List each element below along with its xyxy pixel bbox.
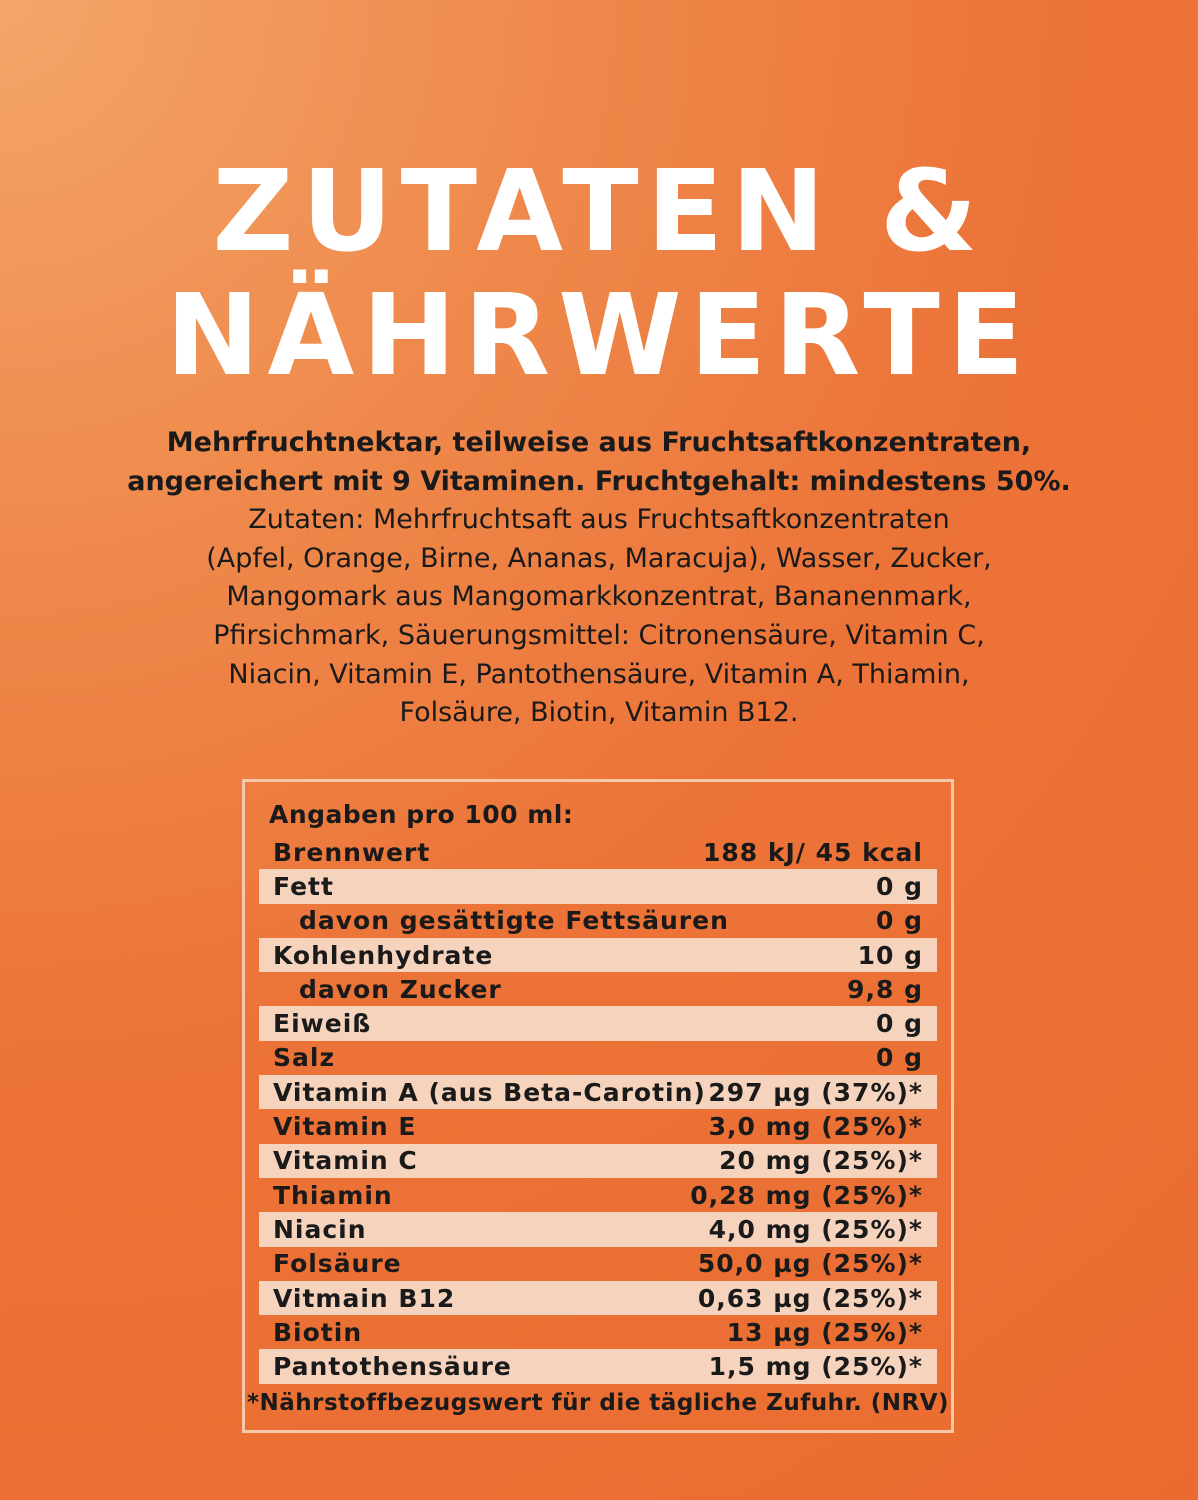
nutrition-value: 9,8 g xyxy=(847,974,923,1004)
ingredients-line: Pfirsichmark, Säuerungsmittel: Citronensäure, Vitamin C, xyxy=(213,619,985,651)
ingredients-line: angereichert mit 9 Vitaminen. Fruchtgehalt: mindestens 50%. xyxy=(127,465,1071,497)
nutrition-row-vitamin-e xyxy=(259,1109,937,1143)
nutrition-label: Thiamin xyxy=(273,1180,393,1210)
nutrition-value: 0 g xyxy=(876,1043,923,1073)
nutrition-row-zucker xyxy=(259,972,937,1006)
nutrition-label: Niacin xyxy=(273,1214,367,1244)
nutrition-table xyxy=(242,779,954,1433)
ingredients-text xyxy=(60,424,1138,733)
nutrition-row-pantothensaeure xyxy=(259,1349,937,1383)
nutrition-row-vitamin-a xyxy=(259,1075,937,1109)
nutrition-row-thiamin xyxy=(259,1178,937,1212)
nutrition-row-biotin xyxy=(259,1315,937,1349)
nutrition-value: 13 µg (25%)* xyxy=(726,1317,923,1347)
page-title xyxy=(0,147,1198,401)
nutrition-row-eiweiss xyxy=(259,1006,937,1040)
nutrition-row-fett xyxy=(259,869,937,903)
nutrition-label: Folsäure xyxy=(273,1249,402,1279)
nutrition-value: 4,0 mg (25%)* xyxy=(708,1214,923,1244)
nutrition-label: davon Zucker xyxy=(299,974,502,1004)
nutrition-label: Kohlenhydrate xyxy=(273,940,494,970)
nutrition-label: Biotin xyxy=(273,1317,363,1347)
nutrition-label: Salz xyxy=(273,1043,335,1073)
nutrition-value: 0 g xyxy=(876,871,923,901)
ingredients-line: Folsäure, Biotin, Vitamin B12. xyxy=(399,697,799,729)
nutrition-row-folsaeure xyxy=(259,1247,937,1281)
nutrition-value: 3,0 mg (25%)* xyxy=(708,1112,923,1142)
nutrition-value: 188 kJ/ 45 kcal xyxy=(702,837,923,867)
nutrition-footnote: *Nährstoffbezugswert für die tägliche Zufuhr. (NRV) xyxy=(246,1390,950,1416)
nutrition-row-brennwert xyxy=(259,835,937,869)
nutrition-label: Brennwert xyxy=(273,837,431,867)
nutrition-label: Vitamin C xyxy=(273,1146,418,1176)
nutrition-rows xyxy=(259,835,937,1384)
nutrition-table-header: Angaben pro 100 ml: xyxy=(269,800,574,829)
ingredients-line: (Apfel, Orange, Birne, Ananas, Maracuja), Wasser, Zucker, xyxy=(206,542,992,574)
nutrition-value: 297 µg (37%)* xyxy=(708,1077,923,1107)
nutrition-row-niacin xyxy=(259,1212,937,1246)
nutrition-value: 50,0 µg (25%)* xyxy=(697,1249,923,1279)
nutrition-value: 20 mg (25%)* xyxy=(719,1146,923,1176)
nutrition-row-vitamin-b12 xyxy=(259,1281,937,1315)
nutrition-value: 0,63 µg (25%)* xyxy=(697,1283,923,1313)
nutrition-row-salz xyxy=(259,1041,937,1075)
nutrition-value: 0,28 mg (25%)* xyxy=(690,1180,923,1210)
nutrition-label: Vitmain B12 xyxy=(273,1283,456,1313)
nutrition-value: 1,5 mg (25%)* xyxy=(708,1352,923,1382)
nutrition-row-vitamin-c xyxy=(259,1144,937,1178)
nutrition-label: Eiweiß xyxy=(273,1009,372,1039)
nutrition-label: davon gesättigte Fettsäuren xyxy=(299,906,729,936)
nutrition-row-kohlenhydrate xyxy=(259,938,937,972)
nutrition-value: 0 g xyxy=(876,906,923,936)
nutrition-label: Vitamin E xyxy=(273,1112,417,1142)
ingredients-line: Mehrfruchtnektar, teilweise aus Fruchtsaftkonzentraten, xyxy=(166,427,1032,458)
nutrition-label: Pantothensäure xyxy=(273,1352,512,1382)
nutrition-row-gesaettigte-fettsaeuren xyxy=(259,904,937,938)
nutrition-label: Vitamin A (aus Beta-Carotin) xyxy=(273,1077,706,1107)
ingredients-line: Zutaten: Mehrfruchtsaft aus Fruchtsaftkonzentraten xyxy=(248,504,950,536)
nutrition-value: 0 g xyxy=(876,1009,923,1039)
title-line-1: ZUTATEN & xyxy=(212,147,986,277)
nutrition-value: 10 g xyxy=(857,940,923,970)
ingredients-line: Mangomark aus Mangomarkkonzentrat, Bananenmark, xyxy=(226,581,972,613)
nutrition-label: Fett xyxy=(273,871,334,901)
title-line-2: NÄHRWERTE xyxy=(165,271,1033,401)
ingredients-line: Niacin, Vitamin E, Pantothensäure, Vitamin A, Thiamin, xyxy=(228,658,970,690)
